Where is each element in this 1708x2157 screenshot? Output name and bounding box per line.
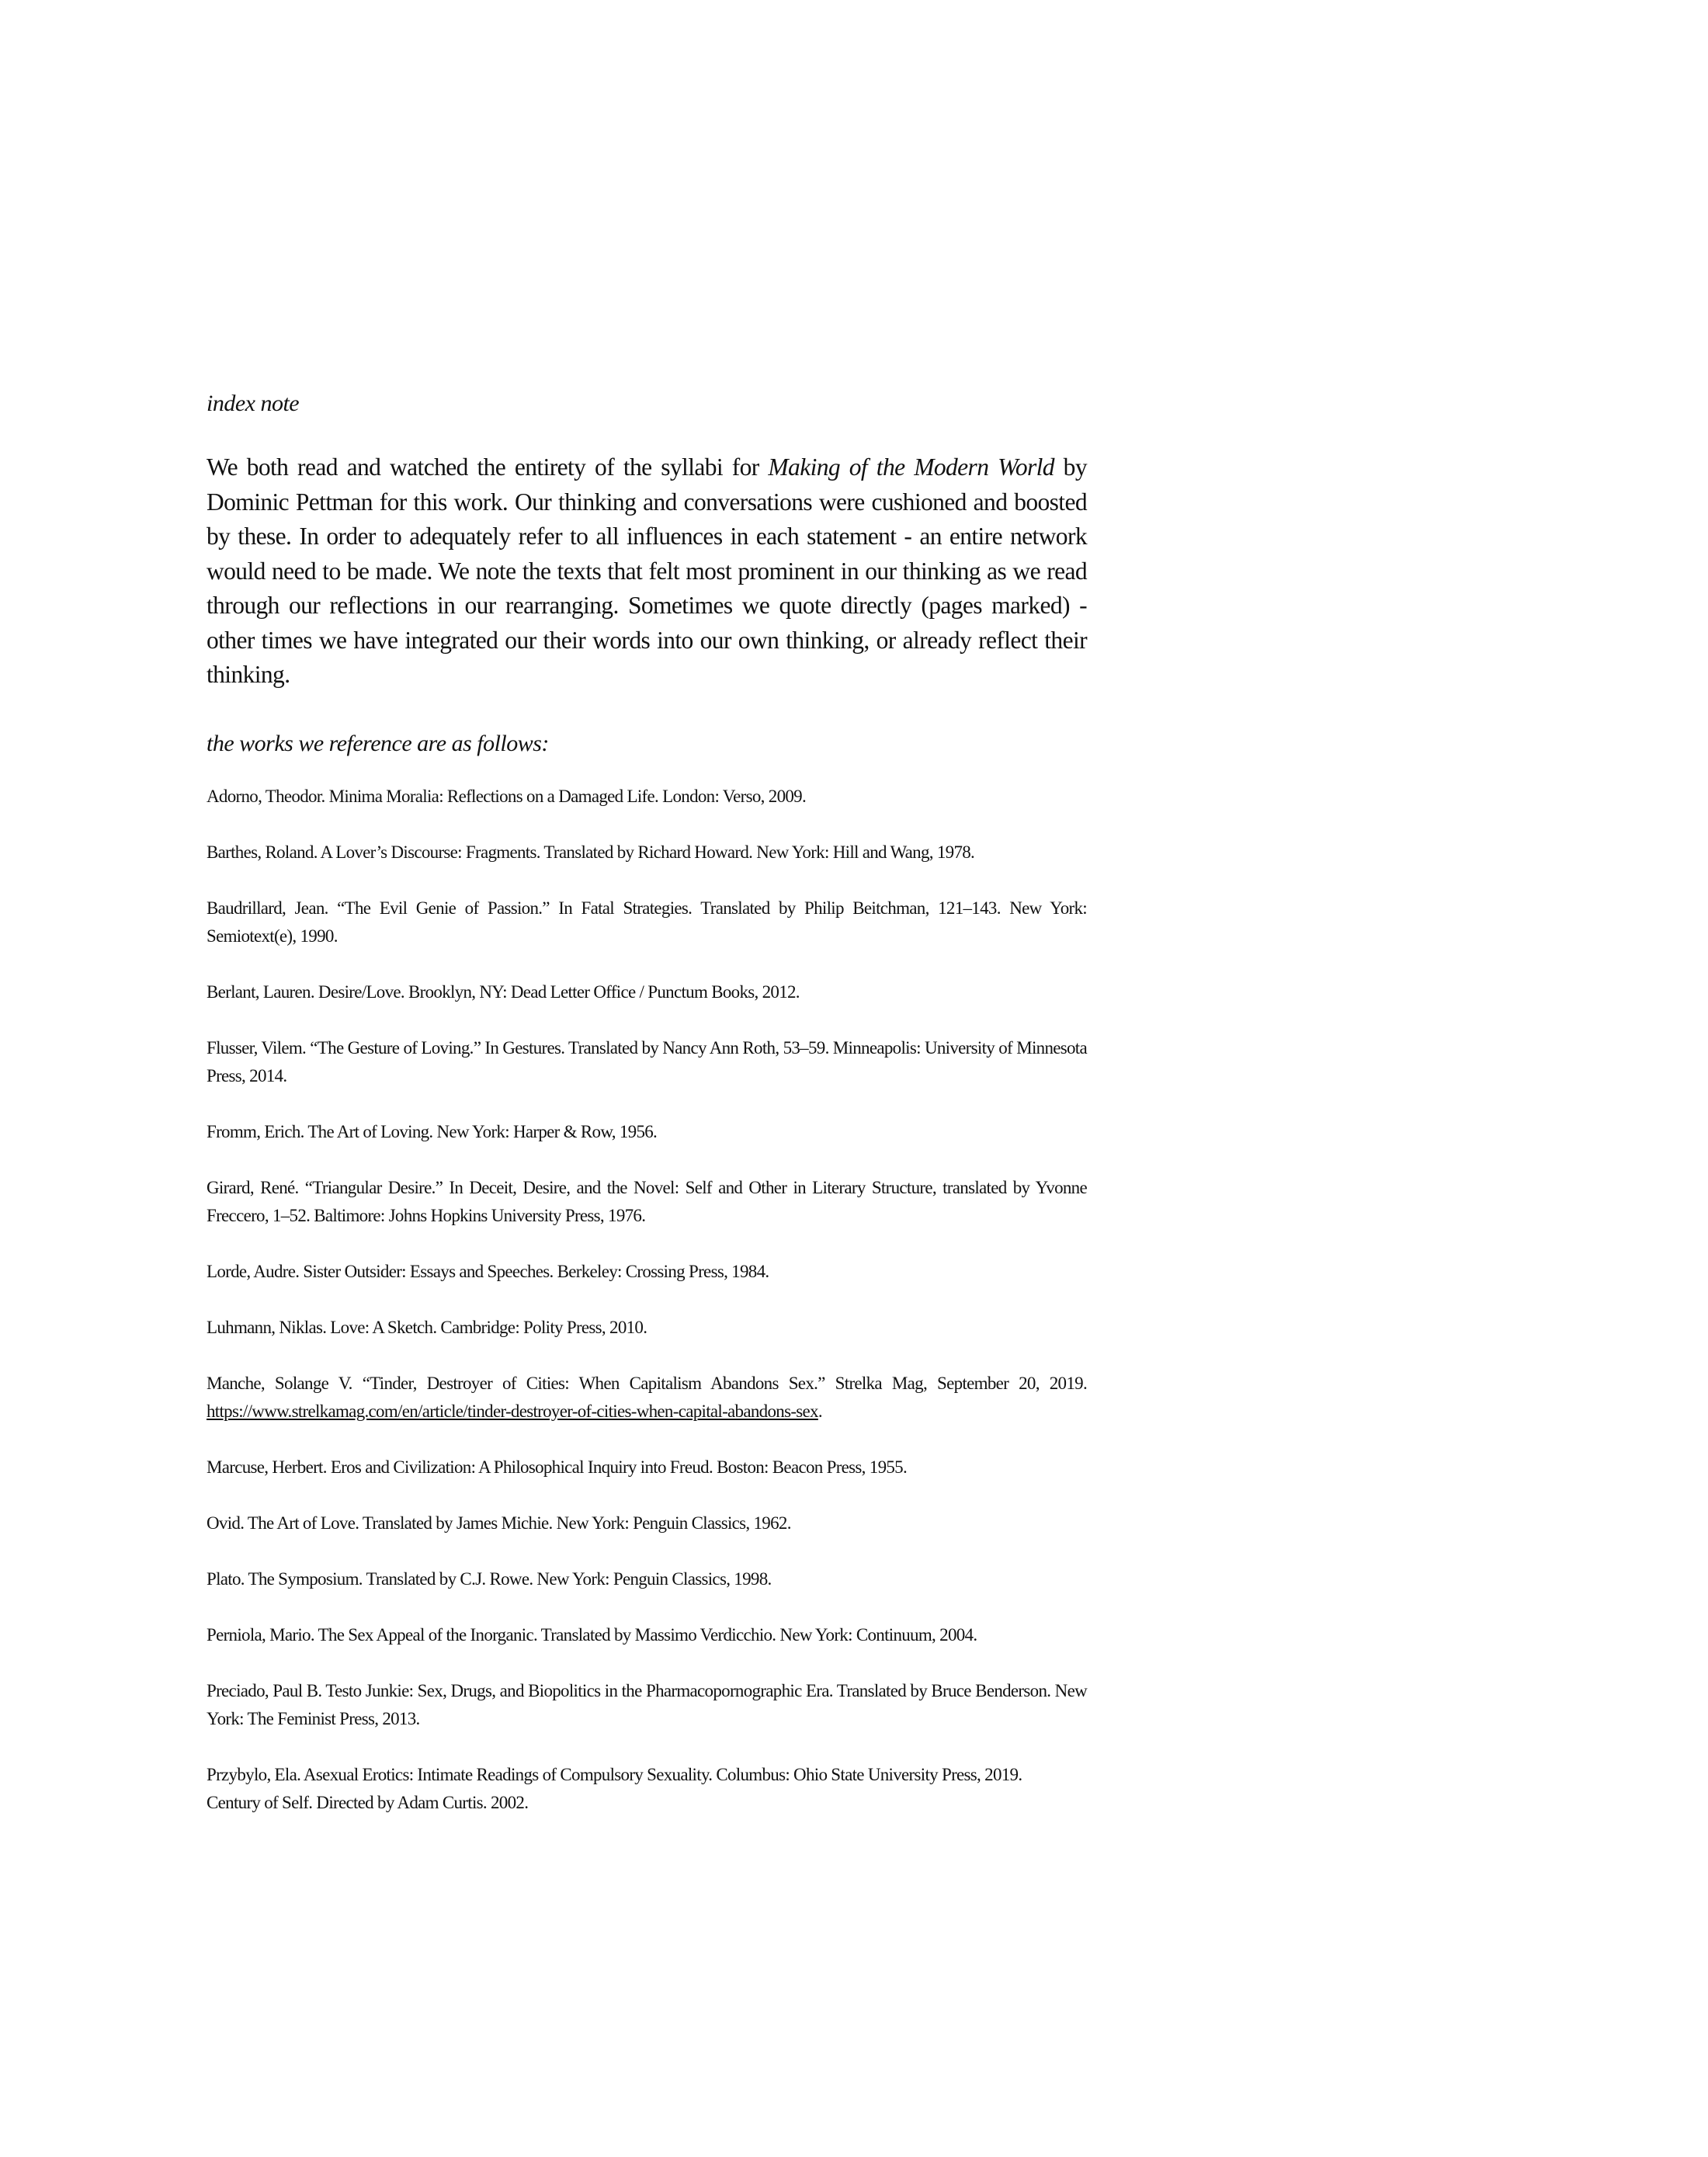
reference-item: Adorno, Theodor. Minima Moralia: Reflections on a Damaged Life. London: Verso, 2009. bbox=[207, 786, 807, 806]
reference-item: Lorde, Audre. Sister Outsider: Essays and Speeches. Berkeley: Crossing Press, 1984. bbox=[207, 1261, 769, 1281]
reference-item: Fromm, Erich. The Art of Loving. New York: Harper & Row, 1956. bbox=[207, 1121, 658, 1141]
works-heading: the works we reference are as follows: bbox=[207, 730, 549, 756]
reference-item: Perniola, Mario. The Sex Appeal of the Inorganic. Translated by Massimo Verdicchio. New York: Continuum, 2004. bbox=[207, 1624, 977, 1645]
reference-text: Manche, Solange V. “Tinder, Destroyer of Cities: When Capitalism Abandons Sex.” Strelka Mag, September 20, 2019. bbox=[207, 1373, 1087, 1393]
reference-text: Przybylo, Ela. Asexual Erotics: Intimate Readings of Compulsory Sexuality. Columbus: Ohio State University Press, 2019. bbox=[207, 1764, 1022, 1784]
reference-item: Marcuse, Herbert. Eros and Civilization: A Philosophical Inquiry into Freud. Boston: Beacon Press, 1955. bbox=[207, 1457, 908, 1477]
reference-item: Barthes, Roland. A Lover’s Discourse: Fragments. Translated by Richard Howard. New York: Hill and Wang, 1978. bbox=[207, 842, 975, 862]
strelka-article-link[interactable]: https://www.strelkamag.com/en/article/tinder-destroyer-of-cities-when-capital-abandons-sex bbox=[207, 1401, 818, 1421]
reference-item bbox=[207, 1370, 1087, 1426]
reference-item bbox=[207, 1761, 1087, 1817]
reference-item: Berlant, Lauren. Desire/Love. Brooklyn, NY: Dead Letter Office / Punctum Books, 2012. bbox=[207, 981, 800, 1002]
reference-item: Luhmann, Niklas. Love: A Sketch. Cambridge: Polity Press, 2010. bbox=[207, 1317, 647, 1337]
reference-text-second-line: Century of Self. Directed by Adam Curtis. 2002. bbox=[207, 1792, 529, 1812]
reference-item: Plato. The Symposium. Translated by C.J. Rowe. New York: Penguin Classics, 1998. bbox=[207, 1568, 772, 1589]
reference-item: Baudrillard, Jean. “The Evil Genie of Passion.” In Fatal Strategies. Translated by Philip Beitchman, 121–143. New York: Semiotext(e), 1990. bbox=[207, 898, 1087, 946]
reference-item: Flusser, Vilem. “The Gesture of Loving.” In Gestures. Translated by Nancy Ann Roth, 53–59. Minneapolis: University of Minnesota Press, 2014. bbox=[207, 1037, 1087, 1085]
reference-item: Ovid. The Art of Love. Translated by James Michie. New York: Penguin Classics, 1962. bbox=[207, 1513, 791, 1533]
reference-item: Preciado, Paul B. Testo Junkie: Sex, Drugs, and Biopolitics in the Pharmacopornographic Era. Translated by Bruce Benderson. New York: The Feminist Press, 2013. bbox=[207, 1680, 1087, 1728]
reference-list bbox=[207, 783, 1087, 1817]
reference-text-end: . bbox=[818, 1401, 822, 1421]
document-page bbox=[207, 388, 1087, 1817]
syllabus-title: Making of the Modern World bbox=[768, 453, 1054, 481]
intro-text-after: by Dominic Pettman for this work. Our thinking and conversations were cushioned and boosted by these. In order to adequately refer to all influences in each statement - an entire network would need to be made. We note the texts that felt most prominent in our thinking as we read through our reflections in our rearranging. Sometimes we quote directly (pages marked) - other times we have integrated our their words into our own thinking, or already reflect their thinking. bbox=[207, 453, 1087, 688]
intro-paragraph bbox=[207, 450, 1087, 693]
page-title: index note bbox=[207, 391, 300, 416]
reference-item: Girard, René. “Triangular Desire.” In Deceit, Desire, and the Novel: Self and Other in Literary Structure, translated by Yvonne Freccero, 1–52. Baltimore: Johns Hopkins University Press, 1976. bbox=[207, 1177, 1087, 1225]
intro-text-before: We both read and watched the entirety of the syllabi for bbox=[207, 453, 769, 481]
